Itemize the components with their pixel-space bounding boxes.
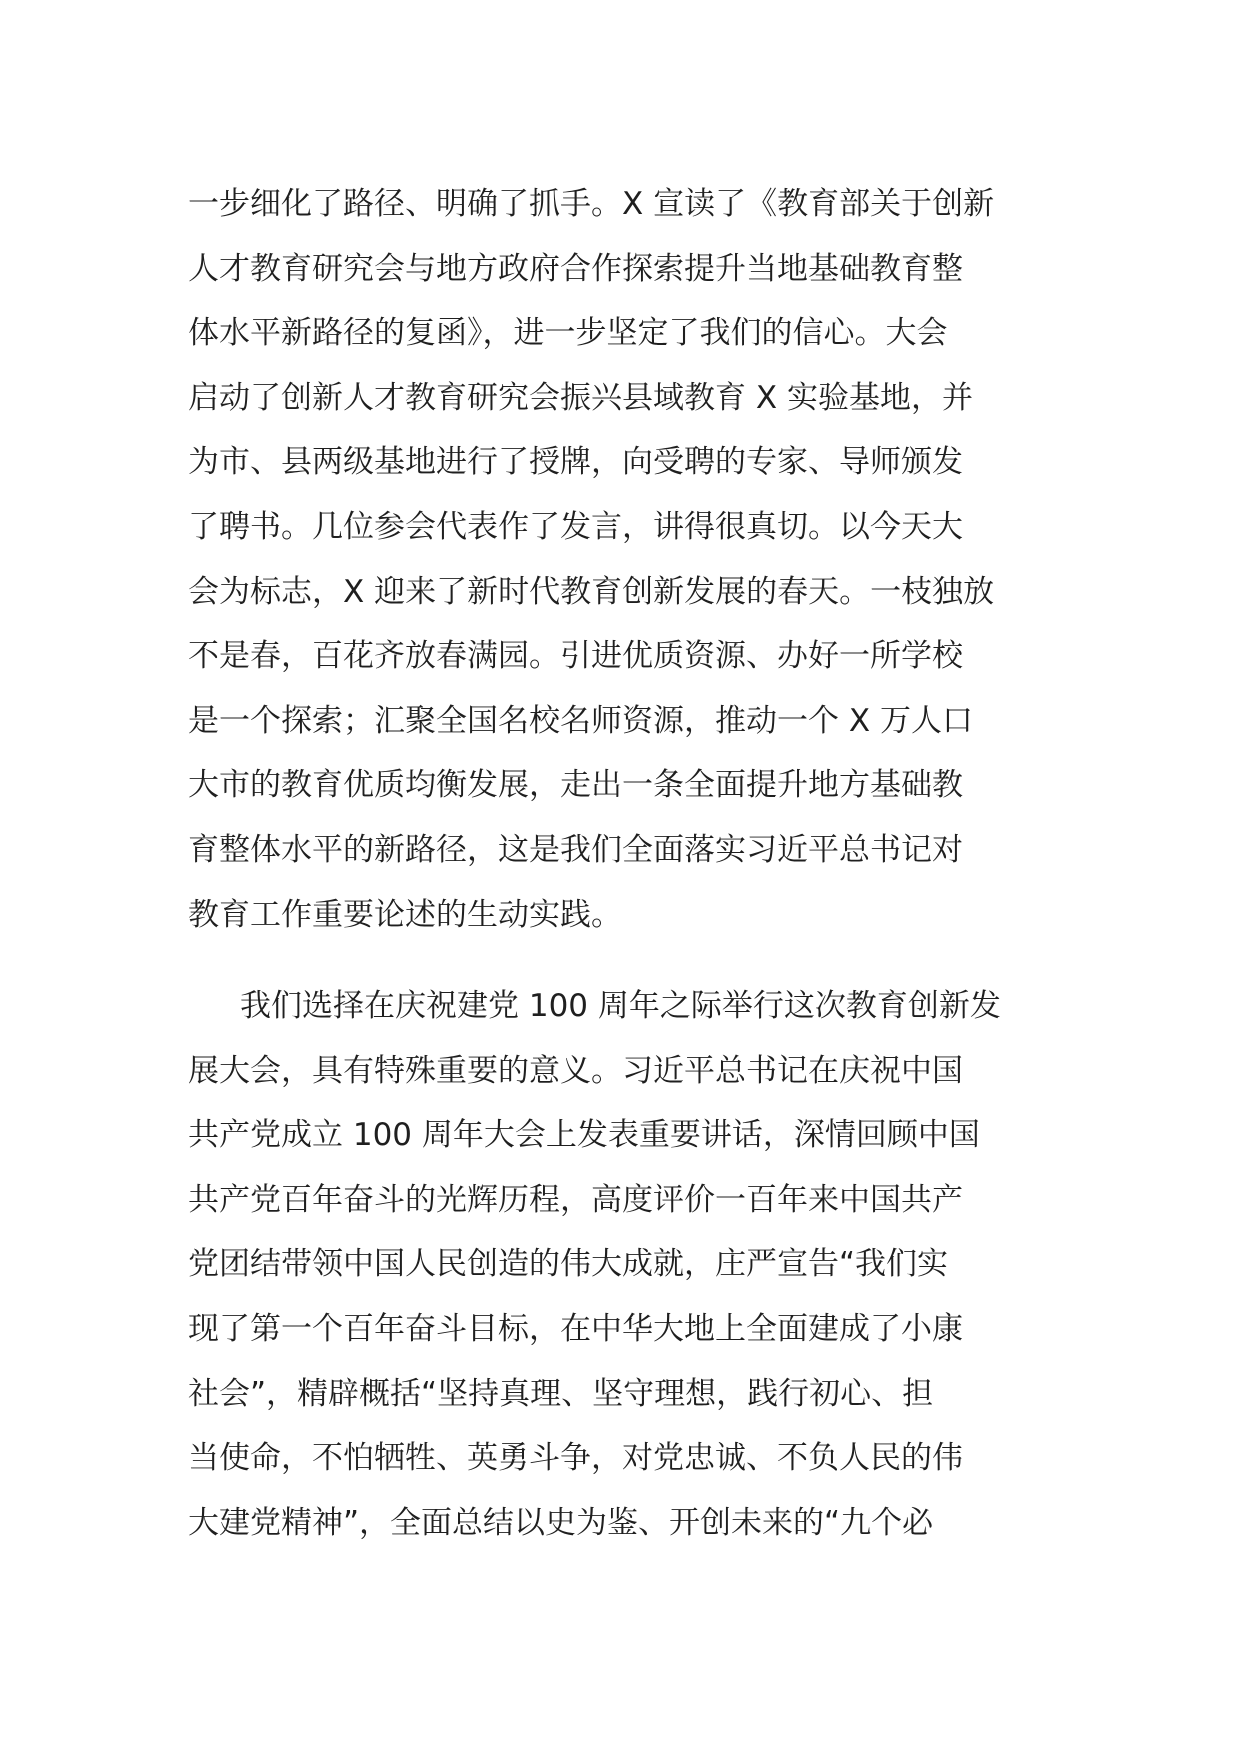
- text-line: 大市的教育优质均衡发展，走出一条全面提升地方基础教: [188, 767, 963, 804]
- text-line: 教育工作重要论述的生动实践。: [188, 896, 622, 933]
- text-line: 人才教育研究会与地方政府合作探索提升当地基础教育整: [188, 250, 963, 287]
- text-line: 育整体水平的新路径，这是我们全面落实习近平总书记对: [188, 831, 963, 868]
- text-line: 体水平新路径的复函》，进一步坚定了我们的信心。大会: [188, 315, 948, 352]
- text-line: 一步细化了路径、明确了抓手。X 宣读了《教育部关于创新: [188, 186, 995, 222]
- text-line: 我们选择在庆祝建党 100 周年之际举行这次教育创新发: [240, 988, 1001, 1024]
- text-line: 展大会，具有特殊重要的意义。习近平总书记在庆祝中国: [188, 1052, 963, 1089]
- text-line: 现了第一个百年奋斗目标，在中华大地上全面建成了小康: [188, 1310, 963, 1347]
- text-line: 了聘书。几位参会代表作了发言，讲得很真切。以今天大: [188, 508, 963, 545]
- text-line: 大建党精神”，全面总结以史为鉴、开创未来的“九个必: [188, 1504, 934, 1541]
- text-line: 不是春，百花齐放春满园。引进优质资源、办好一所学校: [188, 638, 963, 675]
- paragraph-1: [188, 172, 1056, 947]
- text-line: 是一个探索；汇聚全国名校名师资源，推动一个 X 万人口: [188, 702, 973, 739]
- text-line: 共产党成立 100 周年大会上发表重要讲话，深情回顾中国: [188, 1117, 980, 1154]
- text-line: 会为标志，X 迎来了新时代教育创新发展的春天。一枝独放: [188, 573, 995, 610]
- text-line: 当使命，不怕牺牲、英勇斗争，对党忠诚、不负人民的伟: [188, 1440, 963, 1477]
- text-line: 启动了创新人才教育研究会振兴县域教育 X 实验基地，并: [188, 379, 973, 416]
- text-line: 共产党百年奋斗的光辉历程，高度评价一百年来中国共产: [188, 1181, 963, 1218]
- paragraph-2: [188, 974, 1056, 1555]
- text-line: 社会”，精辟概括“坚持真理、坚守理想，践行初心、担: [188, 1375, 934, 1412]
- text-line: 为市、县两级基地进行了授牌，向受聘的专家、导师颁发: [188, 444, 963, 481]
- text-line: 党团结带领中国人民创造的伟大成就，庄严宣告“我们实: [188, 1246, 949, 1283]
